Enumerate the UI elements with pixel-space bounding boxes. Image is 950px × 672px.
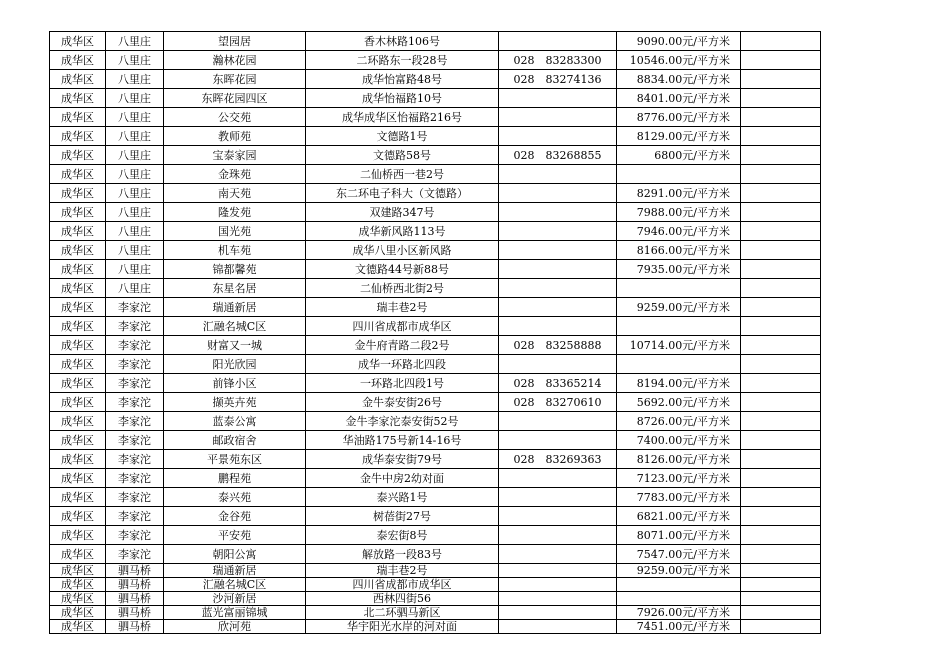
empty-cell[interactable] (741, 431, 821, 450)
estate-name-cell[interactable]: 宝泰家园 (164, 146, 306, 165)
estate-name-cell[interactable]: 锦都馨苑 (164, 260, 306, 279)
area-cell[interactable]: 李家沱 (106, 450, 164, 469)
area-cell[interactable]: 李家沱 (106, 488, 164, 507)
price-cell[interactable]: 9259.00元/平方米 (617, 564, 741, 578)
empty-cell[interactable] (741, 70, 821, 89)
estate-name-cell[interactable]: 东星名居 (164, 279, 306, 298)
empty-cell[interactable] (741, 32, 821, 51)
table-row[interactable] (50, 146, 821, 165)
address-cell[interactable]: 华油路175号新14-16号 (306, 431, 499, 450)
price-cell[interactable]: 10546.00元/平方米 (617, 51, 741, 70)
price-cell[interactable]: 8291.00元/平方米 (617, 184, 741, 203)
phone-cell[interactable] (499, 564, 617, 578)
address-cell[interactable]: 金牛泰安街26号 (306, 393, 499, 412)
address-cell[interactable]: 双建路347号 (306, 203, 499, 222)
price-cell[interactable] (617, 578, 741, 592)
estate-name-cell[interactable]: 教师苑 (164, 127, 306, 146)
estate-name-cell[interactable]: 泰兴苑 (164, 488, 306, 507)
area-cell[interactable]: 八里庄 (106, 165, 164, 184)
empty-cell[interactable] (741, 526, 821, 545)
address-cell[interactable]: 北二环驷马新区 (306, 606, 499, 620)
district-cell[interactable]: 成华区 (50, 89, 106, 108)
price-cell[interactable]: 7783.00元/平方米 (617, 488, 741, 507)
price-cell[interactable]: 8834.00元/平方米 (617, 70, 741, 89)
table-row[interactable] (50, 578, 821, 592)
price-cell[interactable]: 7400.00元/平方米 (617, 431, 741, 450)
area-cell[interactable]: 八里庄 (106, 51, 164, 70)
table-row[interactable] (50, 545, 821, 564)
empty-cell[interactable] (741, 450, 821, 469)
price-cell[interactable]: 8129.00元/平方米 (617, 127, 741, 146)
table-row[interactable] (50, 298, 821, 317)
empty-cell[interactable] (741, 564, 821, 578)
district-cell[interactable]: 成华区 (50, 298, 106, 317)
address-cell[interactable]: 树蓓街27号 (306, 507, 499, 526)
estate-name-cell[interactable]: 平安苑 (164, 526, 306, 545)
district-cell[interactable]: 成华区 (50, 317, 106, 336)
area-cell[interactable]: 李家沱 (106, 298, 164, 317)
phone-cell[interactable] (499, 165, 617, 184)
address-cell[interactable]: 泰宏街8号 (306, 526, 499, 545)
phone-cell[interactable] (499, 526, 617, 545)
price-cell[interactable]: 7123.00元/平方米 (617, 469, 741, 488)
phone-cell[interactable] (499, 317, 617, 336)
empty-cell[interactable] (741, 184, 821, 203)
phone-cell[interactable] (499, 620, 617, 634)
empty-cell[interactable] (741, 222, 821, 241)
estate-name-cell[interactable]: 朝阳公寓 (164, 545, 306, 564)
area-cell[interactable]: 李家沱 (106, 317, 164, 336)
table-row[interactable] (50, 203, 821, 222)
table-row[interactable] (50, 469, 821, 488)
phone-cell[interactable] (499, 507, 617, 526)
price-cell[interactable]: 8166.00元/平方米 (617, 241, 741, 260)
estate-name-cell[interactable]: 财富又一城 (164, 336, 306, 355)
area-cell[interactable]: 李家沱 (106, 355, 164, 374)
price-cell[interactable]: 8194.00元/平方米 (617, 374, 741, 393)
district-cell[interactable]: 成华区 (50, 146, 106, 165)
district-cell[interactable]: 成华区 (50, 592, 106, 606)
area-cell[interactable]: 李家沱 (106, 412, 164, 431)
empty-cell[interactable] (741, 51, 821, 70)
table-row[interactable] (50, 32, 821, 51)
area-cell[interactable]: 李家沱 (106, 336, 164, 355)
area-cell[interactable]: 李家沱 (106, 393, 164, 412)
area-cell[interactable]: 八里庄 (106, 127, 164, 146)
table-row[interactable] (50, 355, 821, 374)
table-row[interactable] (50, 279, 821, 298)
address-cell[interactable]: 解放路一段83号 (306, 545, 499, 564)
estate-name-cell[interactable]: 国光苑 (164, 222, 306, 241)
phone-cell[interactable] (499, 578, 617, 592)
area-cell[interactable]: 八里庄 (106, 241, 164, 260)
phone-cell[interactable] (499, 592, 617, 606)
phone-cell[interactable]: 028 83274136 (499, 70, 617, 89)
price-cell[interactable]: 7935.00元/平方米 (617, 260, 741, 279)
estate-name-cell[interactable]: 瑞通新居 (164, 564, 306, 578)
price-cell[interactable]: 8071.00元/平方米 (617, 526, 741, 545)
phone-cell[interactable] (499, 431, 617, 450)
estate-name-cell[interactable]: 金珠苑 (164, 165, 306, 184)
table-row[interactable] (50, 450, 821, 469)
district-cell[interactable]: 成华区 (50, 336, 106, 355)
estate-name-cell[interactable]: 汇融名城C区 (164, 317, 306, 336)
phone-cell[interactable]: 028 83269363 (499, 450, 617, 469)
phone-cell[interactable] (499, 32, 617, 51)
empty-cell[interactable] (741, 355, 821, 374)
address-cell[interactable]: 成华成华区怡福路216号 (306, 108, 499, 127)
table-row[interactable] (50, 241, 821, 260)
district-cell[interactable]: 成华区 (50, 51, 106, 70)
price-cell[interactable]: 7988.00元/平方米 (617, 203, 741, 222)
empty-cell[interactable] (741, 412, 821, 431)
price-cell[interactable]: 9090.00元/平方米 (617, 32, 741, 51)
estate-name-cell[interactable]: 公交苑 (164, 108, 306, 127)
table-row[interactable] (50, 564, 821, 578)
phone-cell[interactable] (499, 412, 617, 431)
price-cell[interactable]: 7946.00元/平方米 (617, 222, 741, 241)
phone-cell[interactable] (499, 260, 617, 279)
area-cell[interactable]: 八里庄 (106, 108, 164, 127)
address-cell[interactable]: 瑞丰巷2号 (306, 564, 499, 578)
table-row[interactable] (50, 592, 821, 606)
phone-cell[interactable] (499, 355, 617, 374)
area-cell[interactable]: 八里庄 (106, 222, 164, 241)
address-cell[interactable]: 二环路东一段28号 (306, 51, 499, 70)
phone-cell[interactable]: 028 83258888 (499, 336, 617, 355)
phone-cell[interactable] (499, 545, 617, 564)
phone-cell[interactable]: 028 83268855 (499, 146, 617, 165)
district-cell[interactable]: 成华区 (50, 469, 106, 488)
table-row[interactable] (50, 412, 821, 431)
address-cell[interactable]: 二仙桥西一巷2号 (306, 165, 499, 184)
area-cell[interactable]: 李家沱 (106, 545, 164, 564)
phone-cell[interactable] (499, 606, 617, 620)
table-row[interactable] (50, 184, 821, 203)
estate-name-cell[interactable]: 撷英卉苑 (164, 393, 306, 412)
address-cell[interactable]: 二仙桥西北街2号 (306, 279, 499, 298)
address-cell[interactable]: 成华怡福路10号 (306, 89, 499, 108)
price-cell[interactable]: 5692.00元/平方米 (617, 393, 741, 412)
area-cell[interactable]: 李家沱 (106, 469, 164, 488)
empty-cell[interactable] (741, 108, 821, 127)
table-row[interactable] (50, 431, 821, 450)
estate-name-cell[interactable]: 邮政宿舍 (164, 431, 306, 450)
table-row[interactable] (50, 526, 821, 545)
district-cell[interactable]: 成华区 (50, 203, 106, 222)
area-cell[interactable]: 李家沱 (106, 526, 164, 545)
address-cell[interactable]: 成华一环路北四段 (306, 355, 499, 374)
area-cell[interactable]: 八里庄 (106, 279, 164, 298)
empty-cell[interactable] (741, 469, 821, 488)
area-cell[interactable]: 八里庄 (106, 70, 164, 89)
estate-name-cell[interactable]: 瑞通新居 (164, 298, 306, 317)
price-cell[interactable]: 6800元/平方米 (617, 146, 741, 165)
empty-cell[interactable] (741, 507, 821, 526)
price-cell[interactable]: 7926.00元/平方米 (617, 606, 741, 620)
phone-cell[interactable] (499, 89, 617, 108)
estate-name-cell[interactable]: 东晖花园四区 (164, 89, 306, 108)
estate-name-cell[interactable]: 前锋小区 (164, 374, 306, 393)
phone-cell[interactable] (499, 488, 617, 507)
table-row[interactable] (50, 620, 821, 634)
empty-cell[interactable] (741, 393, 821, 412)
table-row[interactable] (50, 260, 821, 279)
table-row[interactable] (50, 89, 821, 108)
address-cell[interactable]: 文德路44号新88号 (306, 260, 499, 279)
address-cell[interactable]: 华宇阳光水岸的河对面 (306, 620, 499, 634)
district-cell[interactable]: 成华区 (50, 606, 106, 620)
empty-cell[interactable] (741, 317, 821, 336)
price-cell[interactable] (617, 165, 741, 184)
price-cell[interactable] (617, 592, 741, 606)
estate-name-cell[interactable]: 蓝光富丽锦城 (164, 606, 306, 620)
district-cell[interactable]: 成华区 (50, 70, 106, 89)
estate-name-cell[interactable]: 汇融名城C区 (164, 578, 306, 592)
address-cell[interactable]: 成华泰安街79号 (306, 450, 499, 469)
phone-cell[interactable] (499, 469, 617, 488)
address-cell[interactable]: 东二环电子科大（文德路） (306, 184, 499, 203)
area-cell[interactable]: 驷马桥 (106, 578, 164, 592)
empty-cell[interactable] (741, 260, 821, 279)
estate-name-cell[interactable]: 平景苑东区 (164, 450, 306, 469)
phone-cell[interactable]: 028 83283300 (499, 51, 617, 70)
area-cell[interactable]: 八里庄 (106, 89, 164, 108)
empty-cell[interactable] (741, 127, 821, 146)
price-cell[interactable]: 7451.00元/平方米 (617, 620, 741, 634)
address-cell[interactable]: 西林四街56 (306, 592, 499, 606)
phone-cell[interactable] (499, 298, 617, 317)
phone-cell[interactable] (499, 241, 617, 260)
phone-cell[interactable] (499, 279, 617, 298)
area-cell[interactable]: 驷马桥 (106, 606, 164, 620)
phone-cell[interactable] (499, 222, 617, 241)
district-cell[interactable]: 成华区 (50, 564, 106, 578)
empty-cell[interactable] (741, 241, 821, 260)
district-cell[interactable]: 成华区 (50, 260, 106, 279)
address-cell[interactable]: 四川省成都市成华区 (306, 578, 499, 592)
price-cell[interactable]: 8776.00元/平方米 (617, 108, 741, 127)
empty-cell[interactable] (741, 488, 821, 507)
estate-name-cell[interactable]: 东晖花园 (164, 70, 306, 89)
district-cell[interactable]: 成华区 (50, 127, 106, 146)
table-row[interactable] (50, 374, 821, 393)
address-cell[interactable]: 金牛府青路二段2号 (306, 336, 499, 355)
price-cell[interactable]: 8726.00元/平方米 (617, 412, 741, 431)
estate-name-cell[interactable]: 鹏程苑 (164, 469, 306, 488)
area-cell[interactable]: 驷马桥 (106, 592, 164, 606)
estate-name-cell[interactable]: 欣河苑 (164, 620, 306, 634)
price-cell[interactable] (617, 279, 741, 298)
district-cell[interactable]: 成华区 (50, 620, 106, 634)
address-cell[interactable]: 泰兴路1号 (306, 488, 499, 507)
area-cell[interactable]: 李家沱 (106, 507, 164, 526)
district-cell[interactable]: 成华区 (50, 507, 106, 526)
district-cell[interactable]: 成华区 (50, 488, 106, 507)
spreadsheet-table (49, 31, 821, 634)
district-cell[interactable]: 成华区 (50, 578, 106, 592)
table-row[interactable] (50, 70, 821, 89)
estate-name-cell[interactable]: 望园居 (164, 32, 306, 51)
table-row[interactable] (50, 165, 821, 184)
phone-cell[interactable]: 028 83270610 (499, 393, 617, 412)
estate-name-cell[interactable]: 金谷苑 (164, 507, 306, 526)
address-cell[interactable]: 四川省成都市成华区 (306, 317, 499, 336)
address-cell[interactable]: 成华新风路113号 (306, 222, 499, 241)
estate-name-cell[interactable]: 隆发苑 (164, 203, 306, 222)
district-cell[interactable]: 成华区 (50, 241, 106, 260)
empty-cell[interactable] (741, 146, 821, 165)
address-cell[interactable]: 金牛李家沱泰安街52号 (306, 412, 499, 431)
empty-cell[interactable] (741, 89, 821, 108)
price-cell[interactable] (617, 317, 741, 336)
table-row[interactable] (50, 393, 821, 412)
address-cell[interactable]: 香木林路106号 (306, 32, 499, 51)
district-cell[interactable]: 成华区 (50, 526, 106, 545)
estate-name-cell[interactable]: 瀚林花园 (164, 51, 306, 70)
area-cell[interactable]: 驷马桥 (106, 564, 164, 578)
price-cell[interactable]: 6821.00元/平方米 (617, 507, 741, 526)
district-cell[interactable]: 成华区 (50, 32, 106, 51)
empty-cell[interactable] (741, 620, 821, 634)
estate-name-cell[interactable]: 蓝泰公寓 (164, 412, 306, 431)
estate-name-cell[interactable]: 阳光欣园 (164, 355, 306, 374)
area-cell[interactable]: 八里庄 (106, 203, 164, 222)
area-cell[interactable]: 驷马桥 (106, 620, 164, 634)
phone-cell[interactable] (499, 184, 617, 203)
empty-cell[interactable] (741, 203, 821, 222)
empty-cell[interactable] (741, 165, 821, 184)
table-row[interactable] (50, 51, 821, 70)
phone-cell[interactable] (499, 127, 617, 146)
area-cell[interactable]: 八里庄 (106, 146, 164, 165)
district-cell[interactable]: 成华区 (50, 412, 106, 431)
table-row[interactable] (50, 606, 821, 620)
table-row[interactable] (50, 127, 821, 146)
district-cell[interactable]: 成华区 (50, 355, 106, 374)
table-row[interactable] (50, 222, 821, 241)
empty-cell[interactable] (741, 545, 821, 564)
price-cell[interactable]: 8401.00元/平方米 (617, 89, 741, 108)
phone-cell[interactable] (499, 203, 617, 222)
address-cell[interactable]: 文德路58号 (306, 146, 499, 165)
price-cell[interactable]: 10714.00元/平方米 (617, 336, 741, 355)
phone-cell[interactable] (499, 108, 617, 127)
table-row[interactable] (50, 507, 821, 526)
district-cell[interactable]: 成华区 (50, 450, 106, 469)
address-cell[interactable]: 金牛中房2幼对面 (306, 469, 499, 488)
table-row[interactable] (50, 317, 821, 336)
area-cell[interactable]: 八里庄 (106, 184, 164, 203)
district-cell[interactable]: 成华区 (50, 545, 106, 564)
area-cell[interactable]: 李家沱 (106, 431, 164, 450)
table-row[interactable] (50, 488, 821, 507)
price-cell[interactable]: 8126.00元/平方米 (617, 450, 741, 469)
empty-cell[interactable] (741, 374, 821, 393)
district-cell[interactable]: 成华区 (50, 222, 106, 241)
estate-name-cell[interactable]: 南天苑 (164, 184, 306, 203)
district-cell[interactable]: 成华区 (50, 108, 106, 127)
empty-cell[interactable] (741, 336, 821, 355)
address-cell[interactable]: 成华怡富路48号 (306, 70, 499, 89)
price-cell[interactable] (617, 355, 741, 374)
district-cell[interactable]: 成华区 (50, 393, 106, 412)
district-cell[interactable]: 成华区 (50, 184, 106, 203)
area-cell[interactable]: 八里庄 (106, 260, 164, 279)
area-cell[interactable]: 八里庄 (106, 32, 164, 51)
empty-cell[interactable] (741, 298, 821, 317)
price-cell[interactable]: 7547.00元/平方米 (617, 545, 741, 564)
district-cell[interactable]: 成华区 (50, 431, 106, 450)
address-cell[interactable]: 成华八里小区新风路 (306, 241, 499, 260)
district-cell[interactable]: 成华区 (50, 279, 106, 298)
address-cell[interactable]: 一环路北四段1号 (306, 374, 499, 393)
area-cell[interactable]: 李家沱 (106, 374, 164, 393)
address-cell[interactable]: 文德路1号 (306, 127, 499, 146)
district-cell[interactable]: 成华区 (50, 165, 106, 184)
empty-cell[interactable] (741, 578, 821, 592)
address-cell[interactable]: 瑞丰巷2号 (306, 298, 499, 317)
estate-name-cell[interactable]: 沙河新居 (164, 592, 306, 606)
estate-name-cell[interactable]: 机车苑 (164, 241, 306, 260)
table-body (50, 32, 821, 634)
price-cell[interactable]: 9259.00元/平方米 (617, 298, 741, 317)
table-row[interactable] (50, 336, 821, 355)
empty-cell[interactable] (741, 606, 821, 620)
empty-cell[interactable] (741, 592, 821, 606)
district-cell[interactable]: 成华区 (50, 374, 106, 393)
empty-cell[interactable] (741, 279, 821, 298)
table-row[interactable] (50, 108, 821, 127)
phone-cell[interactable]: 028 83365214 (499, 374, 617, 393)
